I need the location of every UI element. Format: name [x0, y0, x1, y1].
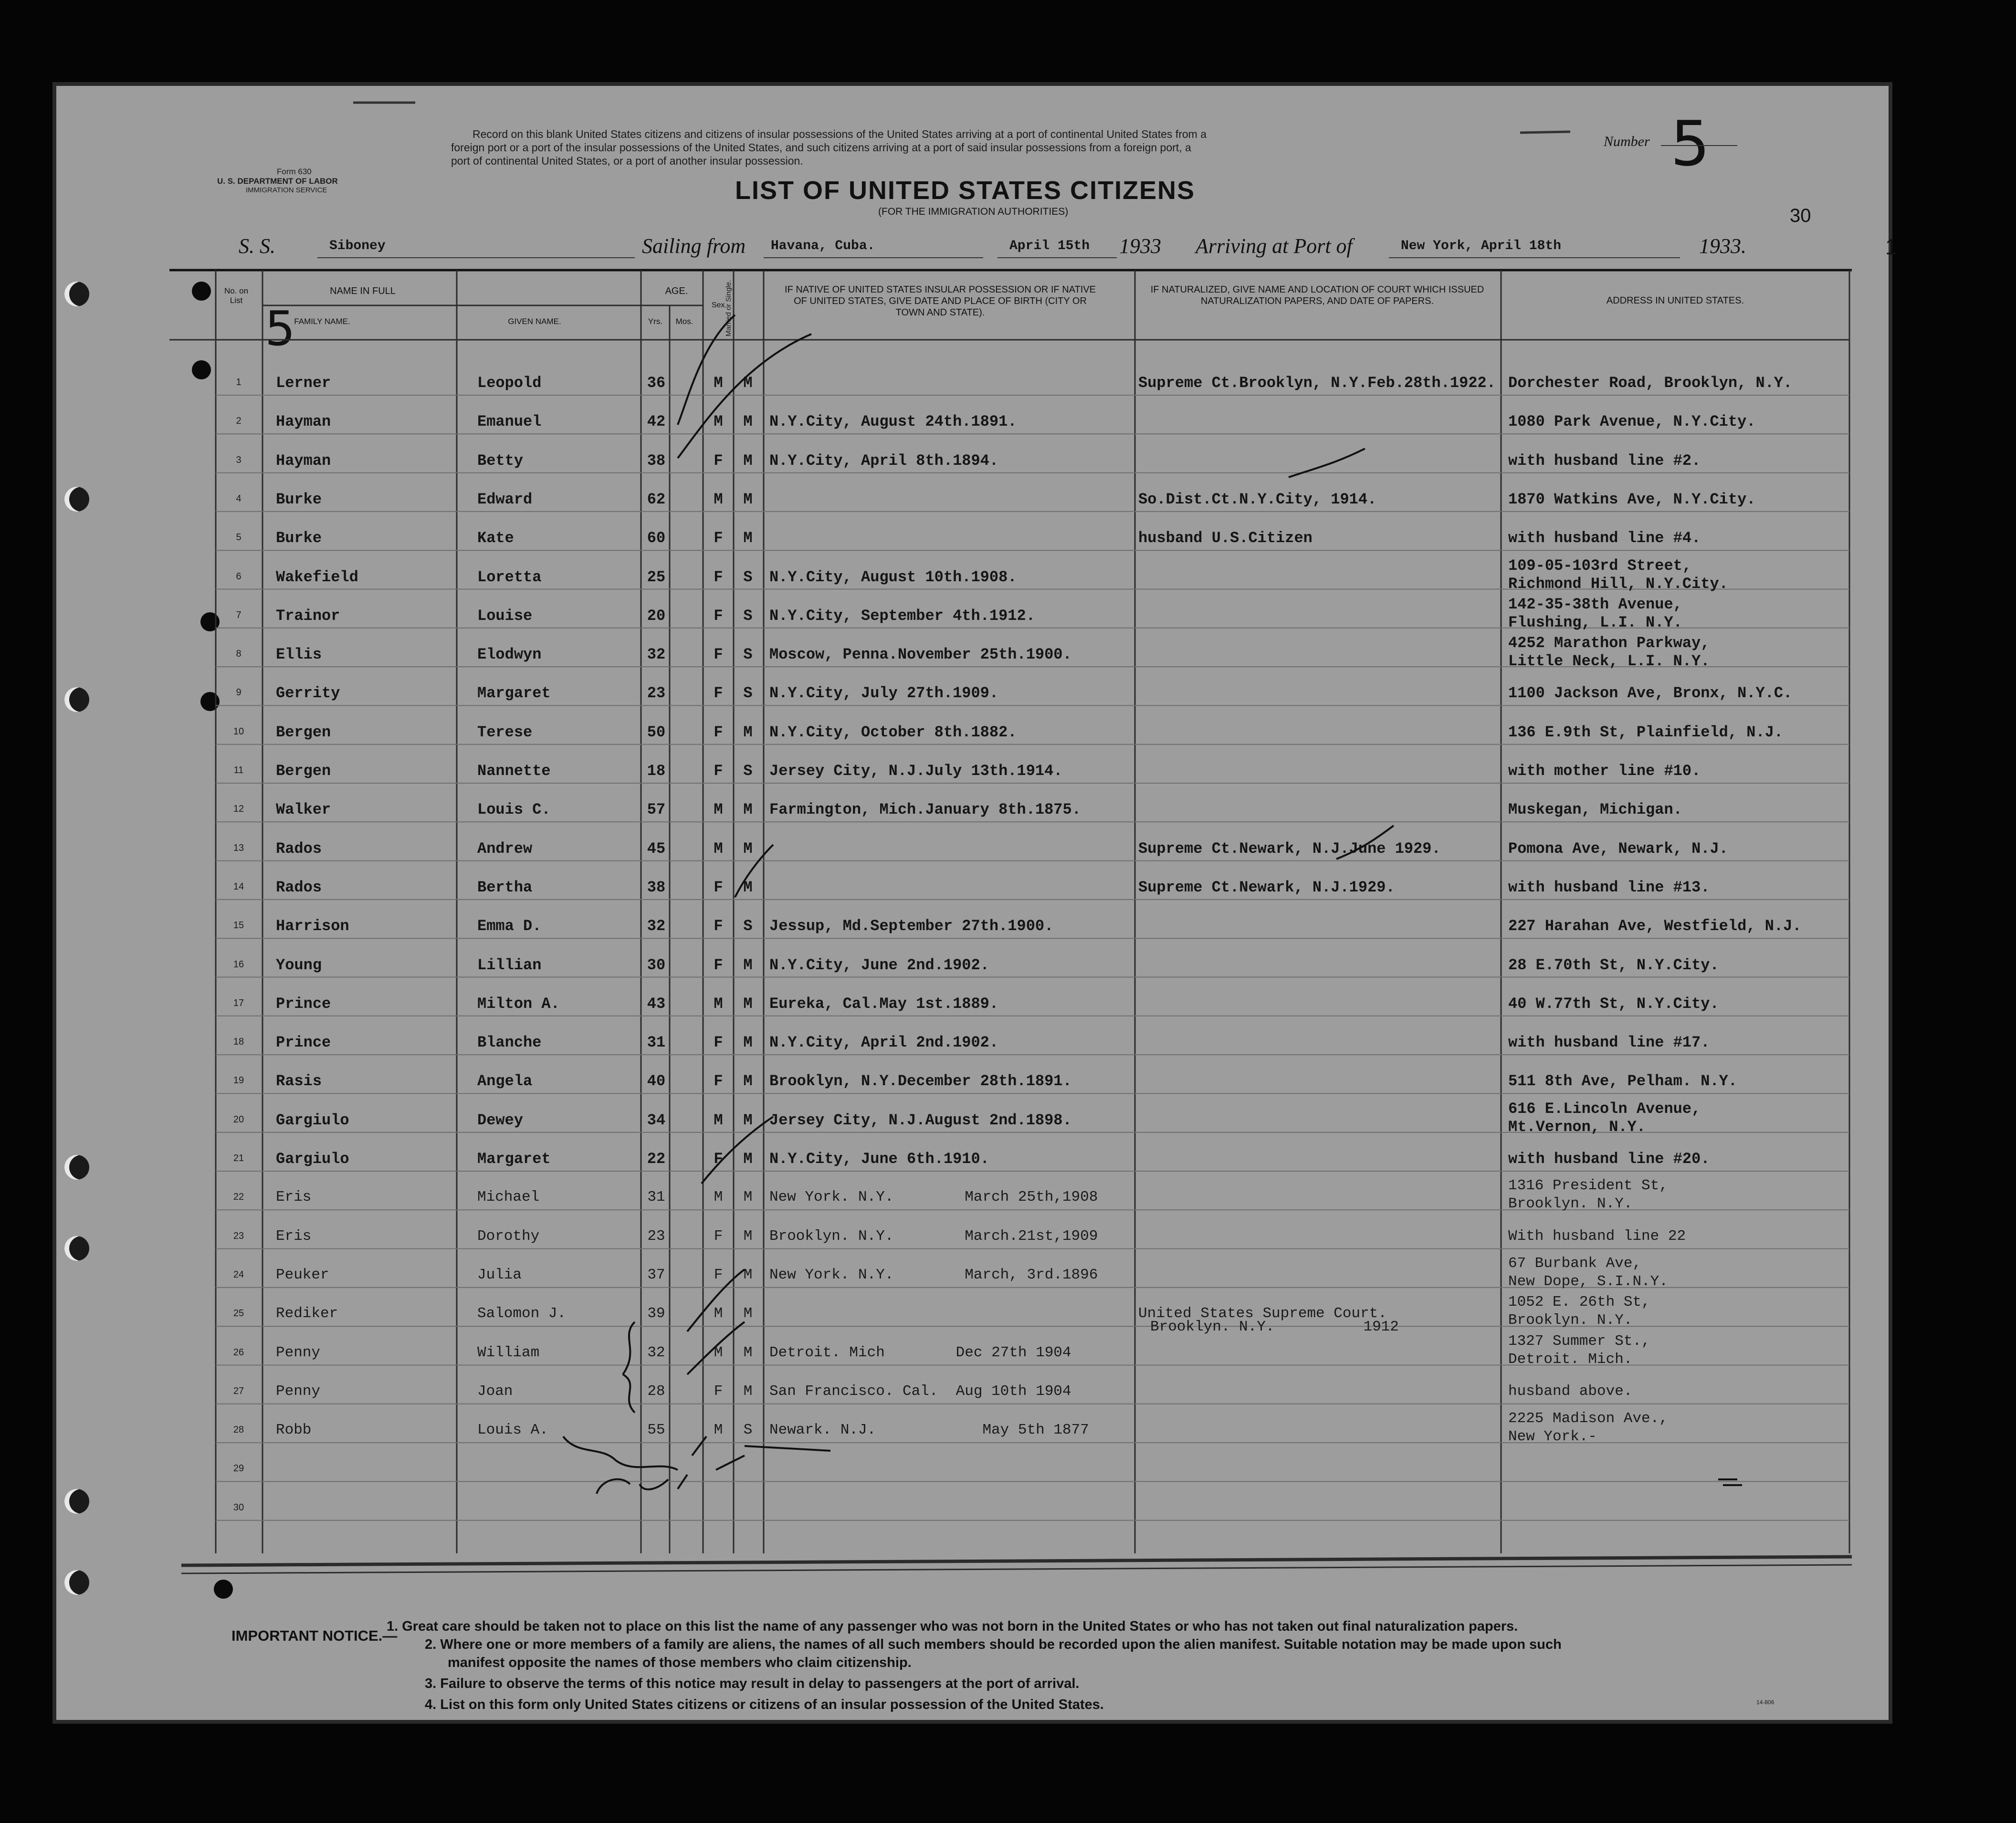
- cell-given: Dorothy: [477, 1227, 540, 1245]
- cell-age: 60: [647, 529, 666, 547]
- cell-no: 1: [236, 377, 242, 388]
- cell-no: 7: [236, 609, 242, 620]
- cell-ms: M: [743, 1266, 753, 1283]
- cell-court: husband U.S.Citizen: [1138, 529, 1312, 547]
- cell-ms: S: [743, 917, 753, 935]
- cell-address-line-1: 1080 Park Avenue, N.Y.City.: [1508, 413, 1756, 431]
- cell-birth: N.Y.City, April 2nd.1902.: [769, 1034, 999, 1052]
- cell-sex: F: [714, 956, 723, 974]
- cell-sex: M: [714, 1189, 723, 1206]
- cell-birth: N.Y.City, June 2nd.1902.: [769, 956, 989, 974]
- cell-family: Hayman: [276, 413, 331, 431]
- cell-age: 20: [647, 607, 666, 625]
- cell-no: 28: [233, 1425, 244, 1435]
- cell-sex: F: [714, 878, 723, 896]
- cell-ms: S: [743, 1422, 753, 1439]
- cell-address-line-1: 1052 E. 26th St,: [1508, 1294, 1650, 1311]
- cell-birth: Eureka, Cal.May 1st.1889.: [769, 995, 999, 1013]
- cell-address-line-1: with mother line #10.: [1508, 762, 1701, 780]
- cell-given: Angela: [477, 1072, 533, 1090]
- cell-given: Bertha: [477, 878, 533, 896]
- cell-court: United States Supreme Court.: [1138, 1305, 1387, 1322]
- cell-given: Elodwyn: [477, 646, 542, 664]
- cell-given: Joan: [477, 1383, 513, 1400]
- cell-ms: M: [743, 1189, 753, 1206]
- cell-address-line-1: with husband line #17.: [1508, 1034, 1710, 1052]
- cell-family: Rados: [276, 839, 322, 858]
- list-number-handwritten-table: 5: [265, 301, 295, 356]
- cell-given: Lillian: [477, 956, 542, 974]
- cell-age: 32: [647, 646, 666, 664]
- cell-address-line-1: 28 E.70th St, N.Y.City.: [1508, 956, 1719, 974]
- cell-family: Rados: [276, 878, 322, 896]
- cell-age: 31: [647, 1034, 666, 1052]
- cell-ms: M: [743, 801, 753, 819]
- cell-no: 17: [233, 997, 244, 1008]
- cell-ms: M: [743, 451, 753, 470]
- cell-family: Peuker: [276, 1266, 329, 1283]
- cell-ms: M: [743, 723, 753, 741]
- cell-address-line-1: 1870 Watkins Ave, N.Y.City.: [1508, 490, 1756, 508]
- cell-no: 11: [233, 765, 244, 775]
- col-name-in-full: NAME IN FULL: [330, 286, 396, 296]
- cell-ms: S: [743, 607, 753, 625]
- cell-age: 45: [647, 839, 666, 858]
- cell-address-line-1: 2225 Madison Ave.,: [1508, 1410, 1668, 1427]
- cell-given: Salomon J.: [477, 1305, 567, 1322]
- cell-no: 27: [233, 1385, 244, 1396]
- cell-given: Margaret: [477, 1150, 551, 1168]
- cell-given: Terese: [477, 723, 533, 741]
- cell-age: 32: [647, 917, 666, 935]
- cell-given: Milton A.: [477, 995, 560, 1013]
- cell-no: 9: [236, 687, 242, 698]
- cell-birth: Jersey City, N.J.August 2nd.1898.: [769, 1111, 1072, 1129]
- cell-no: 5: [236, 532, 242, 543]
- cell-family: Wakefield: [276, 568, 358, 586]
- cell-ms: S: [743, 646, 753, 664]
- page-number: 30: [1790, 205, 1811, 226]
- cell-age: 62: [647, 490, 666, 508]
- sailing-date: April 15th: [1009, 239, 1090, 253]
- page-subtitle: (FOR THE IMMIGRATION AUTHORITIES): [878, 206, 1069, 217]
- cell-sex: M: [714, 1344, 723, 1361]
- cell-address-line-1: Muskegan, Michigan.: [1508, 801, 1682, 819]
- cell-sex: F: [714, 917, 723, 935]
- sailing-from-port: Havana, Cuba.: [771, 239, 875, 253]
- cell-family: Burke: [276, 490, 322, 508]
- cell-age: 22: [647, 1150, 666, 1168]
- cell-address-line-1: 67 Burbank Ave,: [1508, 1255, 1642, 1272]
- cell-no: 4: [236, 493, 242, 504]
- cell-sex: M: [714, 839, 723, 858]
- cell-no: 25: [233, 1308, 244, 1319]
- cell-no: 13: [233, 842, 244, 853]
- cell-family: Hayman: [276, 451, 331, 470]
- cell-age: 38: [647, 878, 666, 896]
- cell-sex: F: [714, 646, 723, 664]
- cell-address-line-1: with husband line #20.: [1508, 1150, 1710, 1168]
- cell-age: 42: [647, 413, 666, 431]
- cell-no: 22: [233, 1192, 244, 1203]
- cell-family: Prince: [276, 1034, 331, 1052]
- cell-address-line-1: 1327 Summer St.,: [1508, 1332, 1650, 1350]
- cell-sex: M: [714, 801, 723, 819]
- cell-family: Ellis: [276, 646, 322, 664]
- cell-age: 32: [647, 1344, 665, 1361]
- cell-family: Gerrity: [276, 684, 340, 702]
- cell-birth: Newark. N.J. May 5th 1877: [769, 1422, 1089, 1439]
- cell-family: Bergen: [276, 762, 331, 780]
- cell-birth: N.Y.City, October 8th.1882.: [769, 723, 1017, 741]
- cell-age: 23: [647, 684, 666, 702]
- cell-age: 30: [647, 956, 666, 974]
- department-name: U. S. DEPARTMENT OF LABOR: [217, 177, 338, 186]
- cell-no: 23: [233, 1230, 244, 1241]
- cell-given: Andrew: [477, 839, 533, 858]
- cell-given: Nannette: [477, 762, 551, 780]
- cell-birth: Jersey City, N.J.July 13th.1914.: [769, 762, 1063, 780]
- service-name: IMMIGRATION SERVICE: [246, 186, 327, 194]
- cell-address-line-1: 1100 Jackson Ave, Bronx, N.Y.C.: [1508, 684, 1793, 702]
- cell-given: Julia: [477, 1266, 522, 1283]
- cell-age: 37: [647, 1266, 665, 1283]
- footer-code: 14-806: [1756, 1699, 1774, 1706]
- cell-address-line-1: Dorchester Road, Brooklyn, N.Y.: [1508, 374, 1793, 392]
- cell-given: Emma D.: [477, 917, 542, 935]
- notice-item-2b: manifest opposite the names of those members who claim citizenship.: [448, 1655, 912, 1670]
- cell-address-line-2: Detroit. Mich.: [1508, 1351, 1633, 1368]
- cell-birth: N.Y.City, June 6th.1910.: [769, 1150, 989, 1168]
- notice-item-1: 1. Great care should be taken not to place on this list the name of any passenger who was not born in the United States or who has not taken out final naturalization papers.: [387, 1619, 1518, 1634]
- cell-given: Emanuel: [477, 413, 542, 431]
- cell-no: 29: [233, 1463, 244, 1474]
- col-sex: Sex.: [711, 301, 727, 309]
- cell-address-line-2: Little Neck, L.I. N.Y.: [1508, 652, 1710, 671]
- notice-item-4: 4. List on this form only United States citizens or citizens of an insular possession of the United States.: [425, 1697, 1104, 1712]
- cell-sex: M: [714, 1422, 723, 1439]
- cell-sex: F: [714, 762, 723, 780]
- cell-family: Harrison: [276, 917, 349, 935]
- cell-address-line-2: New Dope, S.I.N.Y.: [1508, 1273, 1668, 1290]
- cell-address-line-2: New York.-: [1508, 1428, 1597, 1446]
- cell-family: Eris: [276, 1227, 312, 1245]
- cell-address-line-1: 227 Harahan Ave, Westfield, N.J.: [1508, 917, 1802, 935]
- form-number: Form 630: [277, 167, 312, 176]
- cell-sex: F: [714, 1266, 723, 1283]
- cell-birth: N.Y.City, September 4th.1912.: [769, 607, 1035, 625]
- cell-no: 24: [233, 1269, 244, 1280]
- cell-sex: F: [714, 451, 723, 470]
- col-married-single: Married or Single.: [724, 280, 733, 336]
- list-number-handwritten: 5: [1670, 107, 1710, 180]
- cell-address-line-1: with husband line #2.: [1508, 451, 1701, 470]
- cell-address-line-1: 4252 Marathon Parkway,: [1508, 634, 1710, 652]
- col-age: AGE.: [665, 286, 688, 296]
- cell-no: 15: [233, 920, 244, 931]
- cell-no: 30: [233, 1502, 244, 1513]
- cell-ms: M: [743, 1150, 753, 1168]
- cell-ms: M: [743, 1034, 753, 1052]
- cell-birth: N.Y.City, August 10th.1908.: [769, 568, 1017, 586]
- cell-sex: F: [714, 607, 723, 625]
- cell-given: Blanche: [477, 1034, 542, 1052]
- cell-family: Gargiulo: [276, 1111, 349, 1129]
- col-mos: Mos.: [675, 317, 693, 326]
- cell-sex: F: [714, 1150, 723, 1168]
- cell-given: Michael: [477, 1189, 540, 1206]
- number-label: Number: [1604, 134, 1650, 149]
- cell-no: 6: [236, 571, 242, 582]
- cell-address-line-1: 511 8th Ave, Pelham. N.Y.: [1508, 1072, 1738, 1090]
- cell-birth: Detroit. Mich Dec 27th 1904: [769, 1344, 1071, 1361]
- notice-title: IMPORTANT NOTICE.—: [231, 1627, 398, 1644]
- cell-birth: Moscow, Penna.November 25th.1900.: [769, 646, 1072, 664]
- cell-sex: M: [714, 1305, 723, 1322]
- cell-sex: F: [714, 1072, 723, 1090]
- col-address: ADDRESS IN UNITED STATES.: [1606, 295, 1744, 306]
- cell-family: Burke: [276, 529, 322, 547]
- cell-sex: F: [714, 684, 723, 702]
- cell-no: 26: [233, 1347, 244, 1358]
- cell-family: Rediker: [276, 1305, 338, 1322]
- cell-birth: N.Y.City, August 24th.1891.: [769, 413, 1017, 431]
- ship-name: Siboney: [329, 239, 386, 253]
- cell-sex: M: [714, 413, 723, 431]
- notice-item-3: 3. Failure to observe the terms of this notice may result in delay to passengers at the port of arrival.: [425, 1676, 1080, 1691]
- arriving-label: Arriving at Port of: [1196, 234, 1353, 258]
- instructions-line-1: Record on this blank United States citizens and citizens of insular possessions of the United States arriving at a port of continental United States from a: [472, 128, 1207, 140]
- cell-address-line-1: With husband line 22: [1508, 1227, 1686, 1245]
- cell-no: 18: [233, 1037, 244, 1048]
- cell-no: 10: [233, 726, 244, 737]
- cell-ms: M: [743, 1227, 753, 1245]
- cell-address-line-1: 109-05-103rd Street,: [1508, 556, 1692, 575]
- cell-ms: M: [743, 413, 753, 431]
- cell-given: Margaret: [477, 684, 551, 702]
- cell-court: Supreme Ct.Newark, N.J.June 1929.: [1138, 839, 1441, 858]
- cell-given: Louis A.: [477, 1422, 548, 1439]
- cell-ms: M: [743, 1305, 753, 1322]
- cell-age: 57: [647, 801, 666, 819]
- cell-age: 23: [647, 1227, 665, 1245]
- cell-sex: M: [714, 374, 723, 392]
- cell-no: 20: [233, 1114, 244, 1125]
- cell-family: Rasis: [276, 1072, 322, 1090]
- cell-family: Penny: [276, 1383, 321, 1400]
- arriving-year: 1933.: [1699, 234, 1746, 258]
- cell-sex: F: [714, 1383, 723, 1400]
- cell-given: Louis C.: [477, 801, 551, 819]
- cell-court-line-2: Brooklyn. N.Y. 1912: [1150, 1319, 1399, 1336]
- cell-sex: M: [714, 995, 723, 1013]
- cell-birth: Brooklyn, N.Y.December 28th.1891.: [769, 1072, 1072, 1090]
- cell-ms: M: [743, 529, 753, 547]
- notice-item-2: 2. Where one or more members of a family are aliens, the names of all such members should be recorded upon the alien manifest. Suitable notation may be made upon such: [425, 1637, 1562, 1652]
- cell-court: Supreme Ct.Brooklyn, N.Y.Feb.28th.1922.: [1138, 374, 1496, 392]
- cell-birth: N.Y.City, July 27th.1909.: [769, 684, 999, 702]
- cell-address-line-1: 142-35-38th Avenue,: [1508, 595, 1682, 613]
- cell-given: Leopold: [477, 374, 542, 392]
- cell-ms: M: [743, 995, 753, 1013]
- cell-family: Walker: [276, 801, 331, 819]
- sailing-from-label: Sailing from: [642, 234, 746, 258]
- cell-sex: F: [714, 1034, 723, 1052]
- cell-no: 2: [236, 416, 242, 427]
- cell-age: 50: [647, 723, 666, 741]
- cell-given: Betty: [477, 451, 524, 470]
- cell-court: So.Dist.Ct.N.Y.City, 1914.: [1138, 490, 1377, 508]
- cell-family: Eris: [276, 1189, 312, 1206]
- cell-ms: S: [743, 684, 753, 702]
- cell-birth: New York. N.Y. March, 3rd.1896: [769, 1266, 1098, 1283]
- cell-no: 14: [233, 881, 244, 892]
- cell-court: Supreme Ct.Newark, N.J.1929.: [1138, 878, 1395, 896]
- cell-given: William: [477, 1344, 540, 1361]
- cell-family: Gargiulo: [276, 1150, 349, 1168]
- cell-ms: M: [743, 956, 753, 974]
- cell-sex: M: [714, 490, 723, 508]
- cell-address-line-2: Brooklyn. N.Y.: [1508, 1195, 1633, 1213]
- cell-age: 55: [647, 1422, 665, 1439]
- cell-ms: S: [743, 568, 753, 586]
- cell-ms: M: [743, 878, 753, 896]
- cell-address-line-1: husband above.: [1508, 1383, 1633, 1400]
- cell-address-line-2: Flushing, L.I. N.Y.: [1508, 613, 1682, 631]
- cell-family: Young: [276, 956, 322, 974]
- sailing-year: 1933: [1119, 234, 1161, 258]
- cell-ms: M: [743, 1072, 753, 1090]
- cell-sex: F: [714, 1227, 723, 1245]
- cell-address-line-2: Mt.Vernon, N.Y.: [1508, 1118, 1646, 1136]
- col-naturalized: IF NATURALIZED, GIVE NAME AND LOCATION OF COURT WHICH ISSUED NATURALIZATION PAPERS, AND DATE OF PAPERS.: [1150, 284, 1484, 306]
- cell-age: 39: [647, 1305, 665, 1322]
- cell-ms: M: [743, 839, 753, 858]
- cell-address-line-1: 1316 President St,: [1508, 1177, 1668, 1194]
- cell-family: Robb: [276, 1422, 312, 1439]
- col-no-on-list: No. on List: [224, 286, 249, 305]
- cell-age: 18: [647, 762, 666, 780]
- cell-no: 19: [233, 1075, 244, 1086]
- cell-birth: Jessup, Md.September 27th.1900.: [769, 917, 1054, 935]
- cell-birth: Brooklyn. N.Y. March.21st,1909: [769, 1227, 1098, 1245]
- cell-birth: Farmington, Mich.January 8th.1875.: [769, 801, 1081, 819]
- cell-address-line-2: Brooklyn. N.Y.: [1508, 1312, 1633, 1329]
- cell-ms: M: [743, 1383, 753, 1400]
- col-yrs: Yrs.: [648, 317, 663, 326]
- cell-given: Kate: [477, 529, 514, 547]
- cell-no: 16: [233, 959, 244, 970]
- col-given-name: GIVEN NAME.: [508, 317, 561, 326]
- instructions-line-2: foreign port or a port of the insular possessions of the United States, and such citizens arriving at a port of said insular possessions from a foreign port, a: [451, 141, 1191, 154]
- cell-age: 43: [647, 995, 666, 1013]
- cell-birth: N.Y.City, April 8th.1894.: [769, 451, 999, 470]
- cell-address-line-1: with husband line #13.: [1508, 878, 1710, 896]
- cell-family: Penny: [276, 1344, 321, 1361]
- cell-given: Dewey: [477, 1111, 524, 1129]
- cell-age: 38: [647, 451, 666, 470]
- ss-label: S. S.: [239, 234, 275, 258]
- cell-ms: M: [743, 490, 753, 508]
- col-birth: IF NATIVE OF UNITED STATES INSULAR POSSESSION OR IF NATIVE OF UNITED STATES, GIVE DATE AND PLACE OF BIRTH (CITY OR TOWN AND STATE).: [785, 284, 1096, 318]
- cell-birth: San Francisco. Cal. Aug 10th 1904: [769, 1383, 1071, 1400]
- cell-ms: M: [743, 374, 753, 392]
- cell-address-line-1: 40 W.77th St, N.Y.City.: [1508, 995, 1719, 1013]
- cell-ms: M: [743, 1111, 753, 1129]
- cell-address-line-2: Richmond Hill, N.Y.City.: [1508, 575, 1728, 593]
- cell-sex: F: [714, 529, 723, 547]
- cell-given: Louise: [477, 607, 533, 625]
- cell-age: 25: [647, 568, 666, 586]
- cell-address-line-1: 136 E.9th St, Plainfield, N.J.: [1508, 723, 1784, 741]
- cell-address-line-1: 616 E.Lincoln Avenue,: [1508, 1100, 1701, 1118]
- cell-family: Prince: [276, 995, 331, 1013]
- cell-family: Bergen: [276, 723, 331, 741]
- cell-family: Trainor: [276, 607, 340, 625]
- cell-sex: F: [714, 568, 723, 586]
- cell-sex: F: [714, 723, 723, 741]
- cell-age: 36: [647, 374, 666, 392]
- cell-given: Loretta: [477, 568, 542, 586]
- col-family-name: FAMILY NAME.: [294, 317, 350, 326]
- cell-sex: M: [714, 1111, 723, 1129]
- cell-no: 3: [236, 454, 242, 465]
- cell-family: Lerner: [276, 374, 331, 392]
- cell-given: Edward: [477, 490, 533, 508]
- cell-age: 40: [647, 1072, 666, 1090]
- cell-age: 28: [647, 1383, 665, 1400]
- page-title: LIST OF UNITED STATES CITIZENS: [735, 176, 1195, 205]
- cell-no: 8: [236, 649, 242, 660]
- cell-age: 31: [647, 1189, 665, 1206]
- instructions-line-3: port of continental United States, or a port of another insular possession.: [451, 155, 803, 167]
- arriving-port: New York, April 18th: [1401, 239, 1562, 253]
- cell-birth: New York. N.Y. March 25th,1908: [769, 1189, 1098, 1206]
- cell-no: 21: [233, 1153, 244, 1163]
- cell-ms: M: [743, 1344, 753, 1361]
- cell-address-line-1: Pomona Ave, Newark, N.J.: [1508, 839, 1728, 858]
- cell-ms: S: [743, 762, 753, 780]
- cell-no: 12: [233, 804, 244, 815]
- cell-age: 34: [647, 1111, 666, 1129]
- cell-address-line-1: with husband line #4.: [1508, 529, 1701, 547]
